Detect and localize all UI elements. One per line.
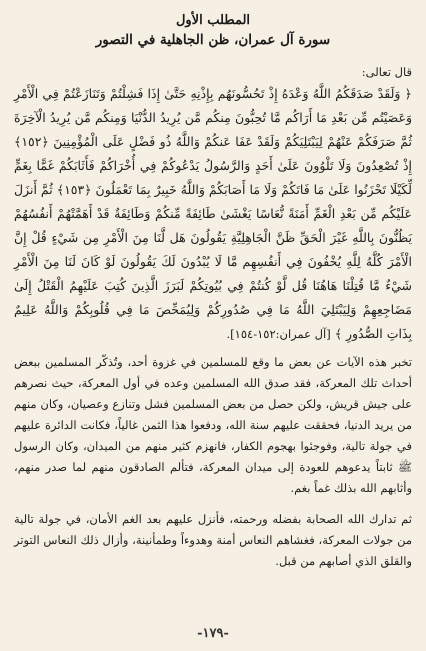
section-title: المطلب الأول <box>175 13 251 28</box>
quran-reference: [آل عمران:١٥٢-١٥٤]. <box>226 327 331 341</box>
paragraph-2: ثم تدارك الله الصحابة بفضله ورحمته، فأنزل عليهم بعد الغم الأمان، في جولة تالية من جولات المعركة، فغشاهم النعاس أمنة وهدوءاً وطمأنينة، وأزال ذلك النعاس التوتر والقلق الذي أصابهم من قبل. <box>14 512 412 568</box>
page-number: -١٧٩- <box>197 626 229 641</box>
intro-text: قال تعالى: <box>361 65 412 79</box>
quran-text: ﴿ وَلَقَدْ صَدَقَكُمُ اللَّهُ وَعْدَهُ إِذْ تَحُسُّونَهُم بِإِذْنِهِ حَتَّىٰ إِذَا فَشِلْتُمْ وَتَنَازَعْتُمْ فِي الْأَمْرِ وَعَصَيْتُم مِّن بَعْدِ مَا أَرَاكُم مَّا تُحِبُّونَ مِنكُم مَّن يُرِيدُ الدُّنْيَا وَمِنكُم مَّن يُرِيدُ الْآخِرَةَ ثُمَّ صَرَفَكُمْ عَنْهُمْ لِيَبْتَلِيَكُمْ وَلَقَدْ عَفَا عَنكُمْ وَاللَّهُ ذُو فَضْلٍ عَلَى الْمُؤْمِنِينَ ﴿١٥٢﴾ إِذْ تُصْعِدُونَ وَلَا تَلْوُونَ عَلَىٰ أَحَدٍ وَالرَّسُولُ يَدْعُوكُمْ فِي أُخْرَاكُمْ فَأَثَابَكُمْ غَمًّا بِغَمٍّ لِّكَيْلَا تَحْزَنُوا عَلَىٰ مَا فَاتَكُمْ وَلَا مَا أَصَابَكُمْ وَاللَّهُ خَبِيرٌ بِمَا تَعْمَلُونَ ﴿١٥٣﴾ ثُمَّ أَنزَلَ عَلَيْكُم مِّن بَعْدِ الْغَمِّ أَمَنَةً نُّعَاسًا يَغْشَىٰ طَائِفَةً مِّنكُمْ وَطَائِفَةٌ قَدْ أَهَمَّتْهُمْ أَنفُسُهُمْ يَظُنُّونَ بِاللَّهِ غَيْرَ الْحَقِّ ظَنَّ الْجَاهِلِيَّةِ يَقُولُونَ هَل لَّنَا مِنَ الْأَمْرِ مِن شَيْءٍ قُلْ إِنَّ الْأَمْرَ كُلَّهُ لِلَّهِ يُخْفُونَ فِي أَنفُسِهِم مَّا لَا يُبْدُونَ لَكَ يَقُولُونَ لَوْ كَانَ لَنَا مِنَ الْأَمْرِ شَيْءٌ مَّا قُتِلْنَا هَاهُنَا قُل لَّوْ كُنتُمْ فِي بُيُوتِكُمْ لَبَرَزَ الَّذِينَ كُتِبَ عَلَيْهِمُ الْقَتْلُ إِلَىٰ مَضَاجِعِهِمْ وَلِيَبْتَلِيَ اللَّهُ مَا فِي صُدُورِكُمْ وَلِيُمَحِّصَ مَا فِي قُلُوبِكُمْ وَاللَّهُ عَلِيمٌ بِذَاتِ الصُّدُورِ ﴾ <box>14 86 412 341</box>
quran-passage <box>14 82 412 346</box>
paragraph-1: تخبر هذه الآيات عن بعض ما وقع للمسلمين في غزوة أحد، وتُذكّر المسلمين ببعض أحداث تلك المعركة، فقد صدق الله المسلمين وعده في أول المعركة، حيث نصرهم على جيش قريش، ولكن حصل من بعض المسلمين فشل وتنازع وعصيان، وكان منهم من يريد الدنيا، فحققت عليهم سنة الله، ودفعوا هذا الثمن غالياً، فكانت الدائرة عليهم في جولة تالية، وفوجئوا بهجوم الكفار، فانهزم كثير منهم من الميدان، وكان الرسول ﷺ ثابتاً يدعوهم للعودة إلى ميدان المعركة، فتألم الصادقون منهم لما صدر منهم، وأثابهم الله بذلك غماً بغم. <box>14 355 412 495</box>
subtitle: سورة آل عمران، ظن الجاهلية في التصور <box>95 32 331 48</box>
